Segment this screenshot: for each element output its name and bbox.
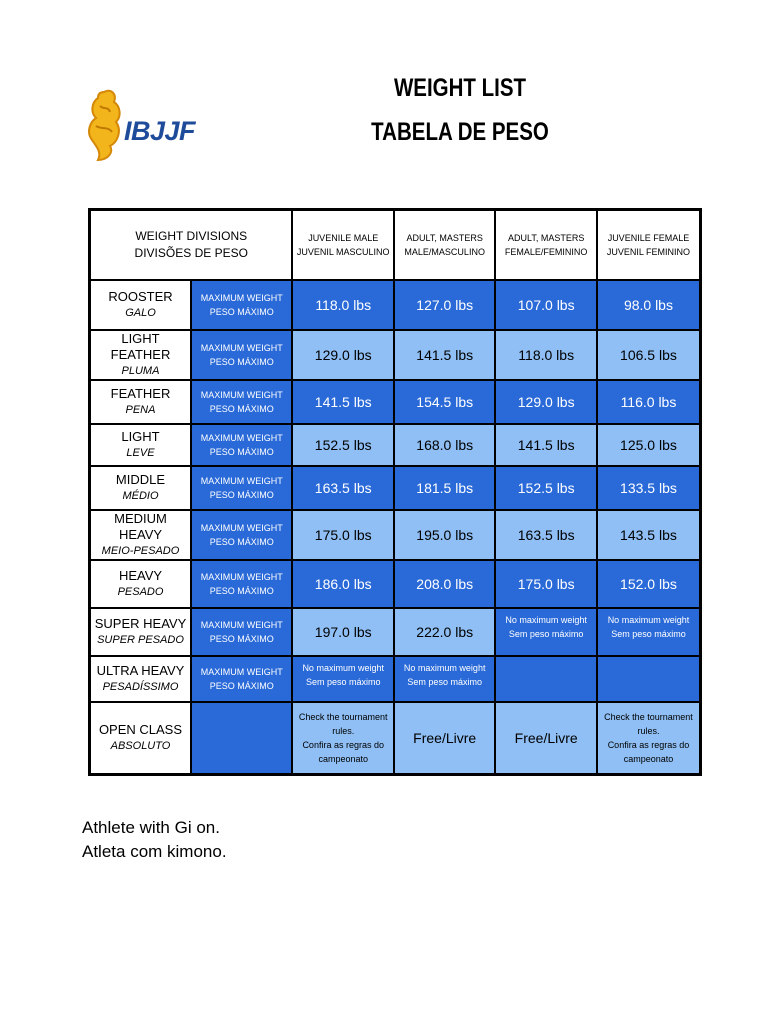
no-max-line: Sem peso máximo: [508, 629, 584, 639]
weight-value: 175.0 lbs: [292, 510, 393, 560]
division-name: [90, 280, 191, 330]
division-name-pt: PESADO: [117, 586, 164, 598]
empty-cell: [495, 656, 596, 702]
check-rules-line: campeonato: [623, 753, 674, 764]
col-header-line: JUVENIL FEMININO: [606, 247, 691, 257]
label-line: PESO MÁXIMO: [209, 490, 274, 500]
title-english: WEIGHT LIST: [393, 74, 527, 102]
label-line: MAXIMUM WEIGHT: [200, 620, 283, 630]
weight-value: 98.0 lbs: [597, 280, 701, 330]
max-weight-label: [191, 466, 292, 510]
check-rules-line: rules.: [637, 725, 660, 736]
division-name-pt: ABSOLUTO: [110, 739, 171, 752]
max-weight-label: [191, 510, 292, 560]
max-weight-label: [191, 280, 292, 330]
weight-value: 152.5 lbs: [495, 466, 596, 510]
division-name: [90, 656, 191, 702]
table-row: [90, 608, 701, 656]
weight-value: 163.5 lbs: [292, 466, 393, 510]
weight-value: 116.0 lbs: [597, 380, 701, 424]
divisions-header-pt: DIVISÕES DE PESO: [134, 246, 248, 260]
no-max-line: Sem peso máximo: [611, 629, 686, 639]
weight-value: 141.5 lbs: [292, 380, 393, 424]
division-name-en: ULTRA HEAVY: [96, 663, 185, 678]
col-header-line: JUVENILE MALE: [308, 233, 379, 243]
max-weight-label: [191, 560, 292, 608]
division-name: [90, 702, 191, 774]
label-line: PESO MÁXIMO: [209, 681, 274, 691]
label-line: MAXIMUM WEIGHT: [200, 523, 283, 533]
division-name: [90, 510, 191, 560]
lion-emblem-icon: [84, 86, 126, 166]
empty-cell: [597, 656, 701, 702]
col-header-line: JUVENIL MASCULINO: [296, 247, 390, 257]
title-portuguese: TABELA DE PESO: [371, 118, 549, 146]
weight-value: 186.0 lbs: [292, 560, 393, 608]
no-max-weight: [394, 656, 495, 702]
division-name: [90, 466, 191, 510]
label-line: PESO MÁXIMO: [209, 537, 274, 547]
weight-value: 141.5 lbs: [394, 330, 495, 380]
col-header-line: ADULT, MASTERS: [406, 233, 483, 243]
weight-value: 118.0 lbs: [495, 330, 596, 380]
division-name-en: OPEN CLASS: [98, 721, 183, 737]
weight-value: 152.0 lbs: [597, 560, 701, 608]
no-max-line: No maximum weight: [302, 663, 384, 673]
no-max-line: No maximum weight: [607, 615, 690, 625]
divisions-header-en: WEIGHT DIVISIONS: [135, 229, 248, 243]
label-line: PESO MÁXIMO: [209, 404, 274, 414]
weight-table: [88, 208, 702, 776]
division-name-pt: PLUMA: [121, 365, 160, 377]
footer-note: [82, 816, 227, 864]
max-weight-label: [191, 380, 292, 424]
division-name-en: LIGHT FEATHER: [110, 331, 171, 362]
weight-value: 127.0 lbs: [394, 280, 495, 330]
col-header-adult-male: [394, 210, 495, 281]
no-max-line: Sem peso máximo: [305, 677, 381, 687]
no-max-line: No maximum weight: [505, 615, 587, 625]
weight-value: 152.5 lbs: [292, 424, 393, 466]
division-name-en: SUPER HEAVY: [94, 616, 187, 631]
label-line: MAXIMUM WEIGHT: [200, 667, 283, 677]
label-line: MAXIMUM WEIGHT: [200, 390, 283, 400]
col-header-line: FEMALE/FEMININO: [504, 247, 588, 257]
table-row: [90, 510, 701, 560]
logo-text: IBJJF: [124, 116, 196, 146]
division-name-pt: GALO: [125, 307, 156, 319]
weight-value: 118.0 lbs: [292, 280, 393, 330]
table-row: [90, 424, 701, 466]
label-line: MAXIMUM WEIGHT: [200, 572, 283, 582]
check-rules-line: Check the tournament: [298, 711, 388, 722]
division-name-pt: PENA: [125, 404, 156, 416]
col-header-juvenile-female: [597, 210, 701, 281]
free-livre: Free/Livre: [394, 702, 495, 774]
division-name-pt: MÉDIO: [122, 490, 159, 502]
weight-value: 168.0 lbs: [394, 424, 495, 466]
label-line: PESO MÁXIMO: [209, 307, 274, 317]
empty-cell: [191, 702, 292, 774]
table-row: [90, 560, 701, 608]
no-max-weight: [292, 656, 393, 702]
division-name-en: ROOSTER: [108, 289, 173, 304]
division-name-en: LIGHT: [121, 429, 160, 444]
check-rules: [597, 702, 701, 774]
no-max-weight: [597, 608, 701, 656]
weight-value: 129.0 lbs: [495, 380, 596, 424]
weight-value: 141.5 lbs: [495, 424, 596, 466]
weight-value: 208.0 lbs: [394, 560, 495, 608]
weight-value: 195.0 lbs: [394, 510, 495, 560]
col-header-line: JUVENILE FEMALE: [607, 233, 690, 243]
divisions-header: [90, 210, 293, 281]
label-line: MAXIMUM WEIGHT: [200, 476, 283, 486]
weight-value: 133.5 lbs: [597, 466, 701, 510]
weight-value: 129.0 lbs: [292, 330, 393, 380]
weight-value: 181.5 lbs: [394, 466, 495, 510]
label-line: MAXIMUM WEIGHT: [200, 293, 283, 303]
label-line: PESO MÁXIMO: [209, 357, 274, 367]
max-weight-label: [191, 330, 292, 380]
table-row: [90, 280, 701, 330]
division-name-en: HEAVY: [118, 568, 163, 583]
max-weight-label: [191, 608, 292, 656]
col-header-line: MALE/MASCULINO: [404, 247, 485, 257]
note-line-pt: Atleta com kimono.: [82, 842, 227, 861]
max-weight-label: [191, 656, 292, 702]
weight-value: 154.5 lbs: [394, 380, 495, 424]
division-name: [90, 380, 191, 424]
no-max-weight: [495, 608, 596, 656]
weight-value: 125.0 lbs: [597, 424, 701, 466]
no-max-line: No maximum weight: [403, 663, 486, 673]
check-rules-line: Confira as regras do: [302, 739, 384, 750]
division-name: [90, 608, 191, 656]
check-rules-line: campeonato: [318, 753, 368, 764]
col-header-adult-female: [495, 210, 596, 281]
table-row: [90, 380, 701, 424]
weight-value: 107.0 lbs: [495, 280, 596, 330]
weight-value: 175.0 lbs: [495, 560, 596, 608]
col-header-juvenile-male: [292, 210, 393, 281]
table-row: [90, 466, 701, 510]
label-line: MAXIMUM WEIGHT: [200, 343, 283, 353]
check-rules-line: rules.: [332, 725, 355, 736]
label-line: MAXIMUM WEIGHT: [200, 433, 283, 443]
weight-value: 197.0 lbs: [292, 608, 393, 656]
check-rules-line: Check the tournament: [604, 711, 693, 722]
label-line: PESO MÁXIMO: [209, 634, 274, 644]
weight-value: 222.0 lbs: [394, 608, 495, 656]
weight-value: 106.5 lbs: [597, 330, 701, 380]
max-weight-label: [191, 424, 292, 466]
weight-value: 143.5 lbs: [597, 510, 701, 560]
division-name-pt: SUPER PESADO: [97, 634, 184, 646]
division-name: [90, 330, 191, 380]
label-line: PESO MÁXIMO: [209, 586, 274, 596]
division-name-en: MIDDLE: [115, 472, 166, 487]
ibjjf-logo: [84, 86, 214, 166]
note-line-en: Athlete with Gi on.: [82, 818, 220, 837]
division-name: [90, 560, 191, 608]
check-rules-line: Confira as regras do: [607, 739, 690, 750]
table-row: [90, 330, 701, 380]
division-name-pt: LEVE: [126, 447, 155, 459]
table-row: [90, 702, 701, 774]
weight-value: 163.5 lbs: [495, 510, 596, 560]
table-row: [90, 656, 701, 702]
free-livre: Free/Livre: [495, 702, 596, 774]
division-name-en: MEDIUM HEAVY: [114, 511, 167, 542]
check-rules: [292, 702, 393, 774]
table-header-row: [90, 210, 701, 281]
division-name-pt: PESADÍSSIMO: [102, 681, 179, 693]
division-name-pt: MEIO-PESADO: [101, 545, 180, 557]
division-name-en: FEATHER: [110, 386, 171, 401]
no-max-line: Sem peso máximo: [407, 677, 482, 687]
col-header-line: ADULT, MASTERS: [508, 233, 585, 243]
division-name: [90, 424, 191, 466]
label-line: PESO MÁXIMO: [209, 447, 274, 457]
